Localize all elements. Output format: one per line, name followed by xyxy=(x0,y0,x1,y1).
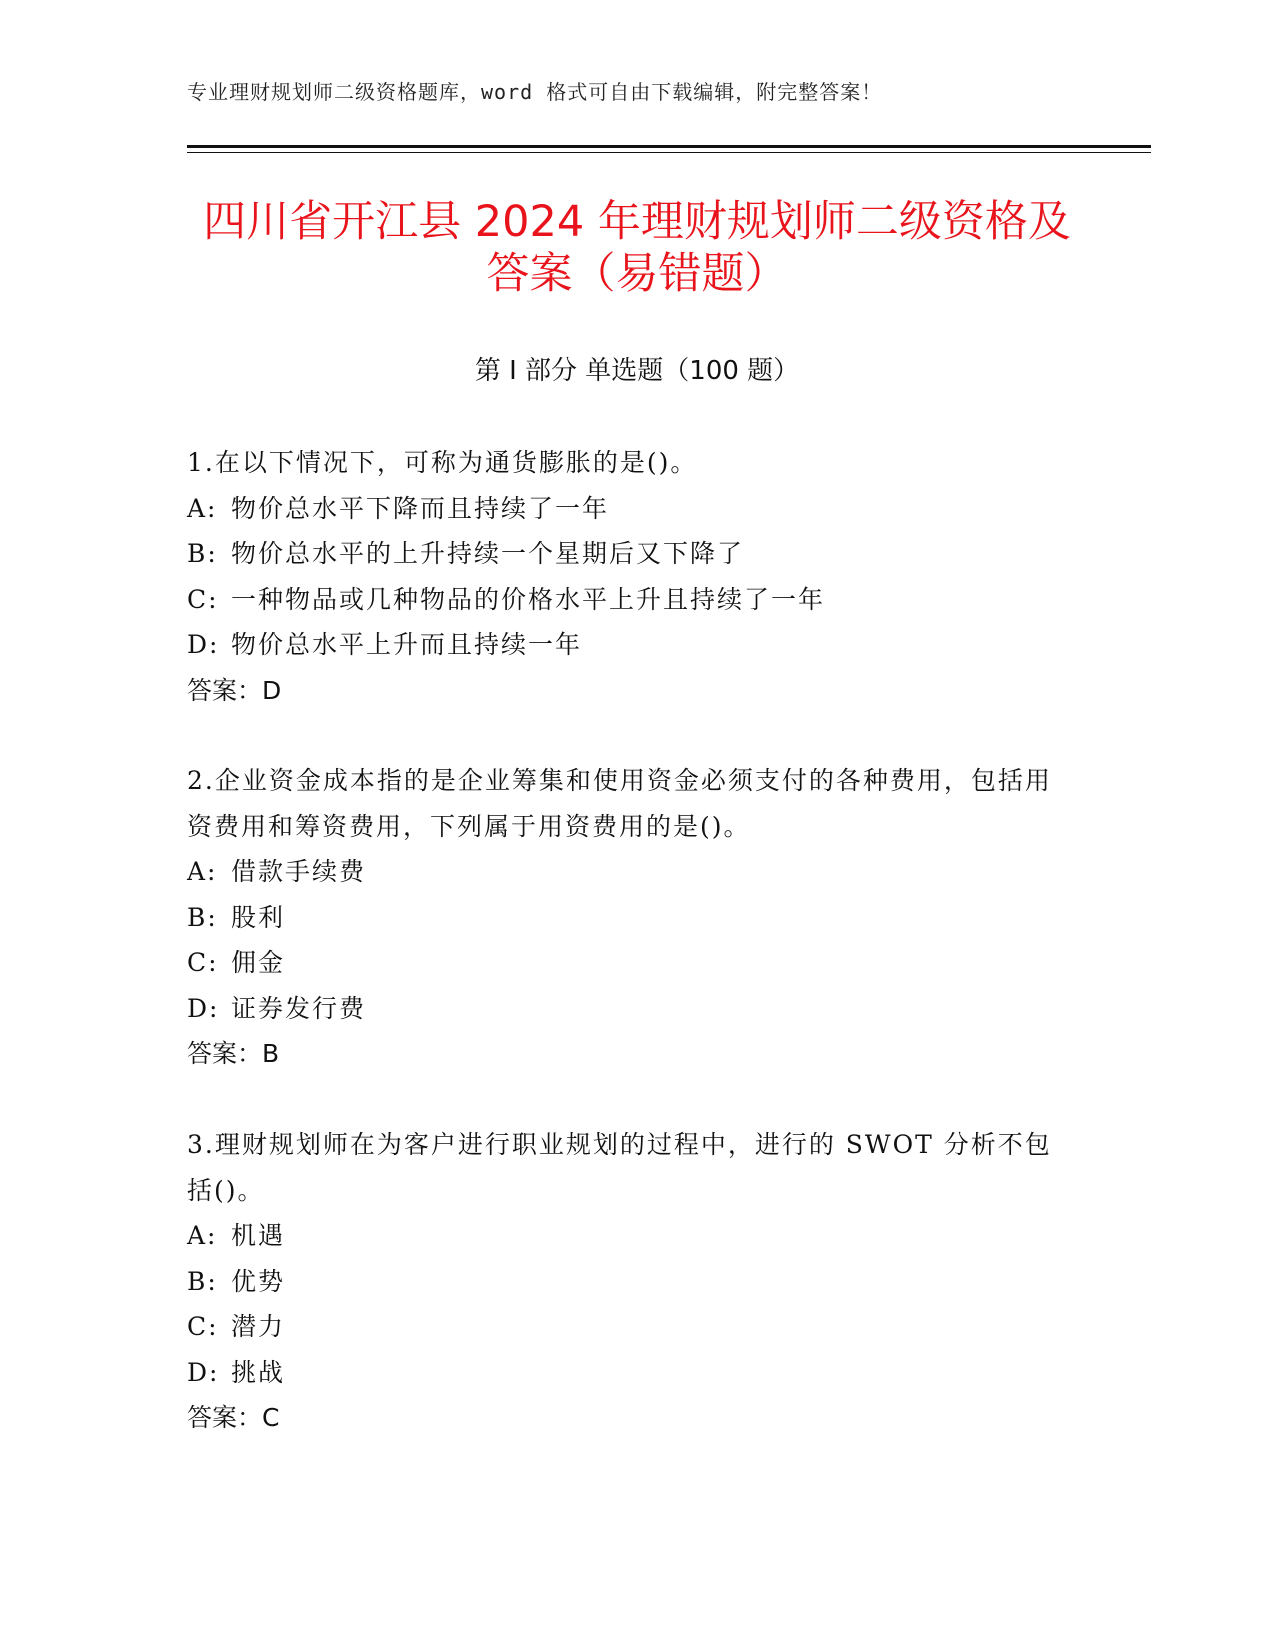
header-rule-thick xyxy=(187,145,1151,148)
option-letter: B: xyxy=(187,539,218,568)
document-title xyxy=(137,196,1137,300)
question-stem: 2.企业资金成本指的是企业筹集和使用资金必须支付的各种费用，包括用资费用和筹资费用，下列属于用资费用的是()。 xyxy=(187,766,1052,841)
question-1 xyxy=(187,440,1067,713)
question-stem: 1.在以下情况下，可称为通货膨胀的是()。 xyxy=(187,448,698,477)
option-text: 一种物品或几种物品的价格水平上升且持续了一年 xyxy=(231,584,826,614)
option-text: 物价总水平上升而且持续一年 xyxy=(231,630,583,659)
header-note: 专业理财规划师二级资格题库，word 格式可自由下载编辑，附完整答案！ xyxy=(187,80,883,104)
option-d xyxy=(187,986,1067,1032)
option-text: 证券发行费 xyxy=(231,993,367,1023)
option-text: 物价总水平下降而且持续了一年 xyxy=(231,493,610,523)
option-c xyxy=(187,1304,1067,1350)
option-letter: D: xyxy=(187,1357,220,1387)
option-text: 机遇 xyxy=(231,1221,286,1250)
option-text: 物价总水平的上升持续一个星期后又下降了 xyxy=(231,539,745,568)
option-a xyxy=(187,849,1067,895)
option-letter: C: xyxy=(187,948,219,977)
header-rule-thin xyxy=(187,152,1151,153)
option-d xyxy=(187,622,1067,668)
option-letter: A: xyxy=(187,857,218,886)
question-3 xyxy=(187,1122,1067,1441)
option-text: 股利 xyxy=(231,902,286,932)
option-text: 挑战 xyxy=(231,1357,286,1387)
question-2 xyxy=(187,758,1067,1077)
option-text: 优势 xyxy=(231,1266,286,1296)
option-b xyxy=(187,895,1067,941)
option-b xyxy=(187,1259,1067,1305)
option-c xyxy=(187,940,1067,986)
section-title: 第 I 部分 单选题（100 题） xyxy=(474,356,800,386)
option-text: 佣金 xyxy=(231,948,286,977)
option-b xyxy=(187,531,1067,577)
option-text: 借款手续费 xyxy=(231,857,367,886)
option-a xyxy=(187,1213,1067,1259)
option-a xyxy=(187,486,1067,532)
option-letter: D: xyxy=(187,630,220,659)
option-letter: A: xyxy=(187,1221,218,1250)
option-letter: B: xyxy=(187,902,218,932)
question-stem: 3.理财规划师在为客户进行职业规划的过程中，进行的 SWOT 分析不包括()。 xyxy=(187,1130,1052,1205)
option-letter: D: xyxy=(187,993,220,1023)
option-letter: A: xyxy=(187,493,218,523)
option-text: 潜力 xyxy=(231,1312,286,1341)
document-title-line-2: 答案（易错题） xyxy=(486,249,788,299)
option-letter: B: xyxy=(187,1266,218,1296)
answer: 答案：B xyxy=(187,1039,280,1068)
answer: 答案：D xyxy=(187,675,282,705)
option-letter: C: xyxy=(187,1312,219,1341)
option-letter: C: xyxy=(187,584,219,614)
option-d xyxy=(187,1350,1067,1396)
answer: 答案：C xyxy=(187,1403,280,1432)
document-title-line-1: 四川省开江县 2024 年理财规划师二级资格及 xyxy=(203,197,1071,247)
option-c xyxy=(187,577,1067,623)
